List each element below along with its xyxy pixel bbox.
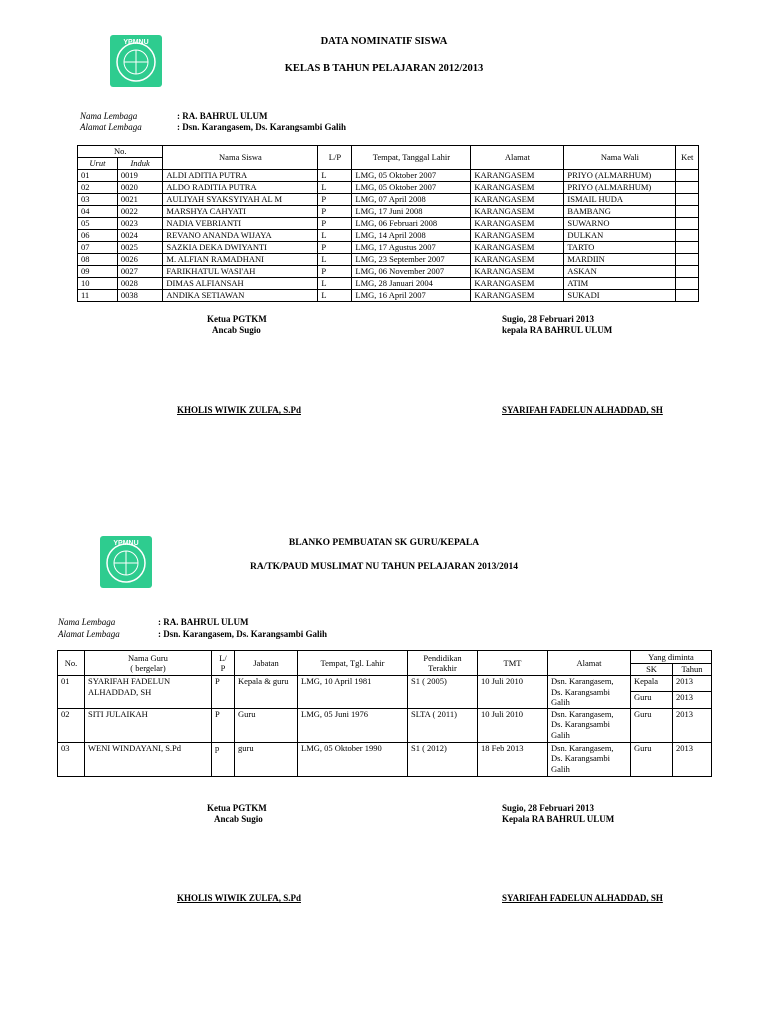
address-label: Alamat Lembaga bbox=[58, 629, 120, 639]
header-alamat: Alamat bbox=[548, 651, 631, 676]
cell-urut: 06 bbox=[78, 230, 118, 242]
header-nama: Nama Siswa bbox=[163, 146, 318, 170]
header-ket: Ket bbox=[676, 146, 699, 170]
header-pendidikan: Pendidikan Terakhir bbox=[408, 651, 478, 676]
cell-lp: L bbox=[318, 170, 352, 182]
table-row bbox=[78, 254, 699, 266]
header-lp: L/ P bbox=[212, 651, 235, 676]
cell-ttl: LMG, 05 Oktober 2007 bbox=[352, 182, 471, 194]
cell-wali: ISMAIL HUDA bbox=[564, 194, 676, 206]
cell-tmt: 10 Juli 2010 bbox=[478, 708, 548, 742]
cell-jabatan: Guru bbox=[235, 708, 298, 742]
cell-tahun: 2013 bbox=[673, 691, 712, 708]
cell-lp: P bbox=[318, 266, 352, 278]
cell-urut: 08 bbox=[78, 254, 118, 266]
logo-text: YPMNU bbox=[113, 540, 139, 547]
cell-alamat: Dsn. Karangasem, Ds. Karangsambi Galih bbox=[548, 742, 631, 776]
cell-urut: 02 bbox=[78, 182, 118, 194]
cell-sk: Guru bbox=[631, 691, 673, 708]
cell-lp: P bbox=[318, 194, 352, 206]
table-row bbox=[58, 742, 712, 776]
cell-tahun: 2013 bbox=[673, 742, 712, 776]
cell-jabatan: guru bbox=[235, 742, 298, 776]
institution-label: Nama Lembaga bbox=[80, 111, 138, 121]
cell-nama: M. ALFIAN RAMADHANI bbox=[163, 254, 318, 266]
cell-tahun: 2013 bbox=[673, 676, 712, 692]
cell-ttl: LMG, 16 April 2007 bbox=[352, 290, 471, 302]
cell-ttl: LMG, 17 Agustus 2007 bbox=[352, 242, 471, 254]
table-row bbox=[78, 278, 699, 290]
cell-sk: Guru bbox=[631, 708, 673, 742]
cell-induk: 0025 bbox=[117, 242, 163, 254]
header-no: No. bbox=[58, 651, 85, 676]
sig1-right-date: Sugio, 28 Februari 2013 bbox=[502, 314, 595, 324]
cell-pendidikan: S1 ( 2012) bbox=[408, 742, 478, 776]
header-no: No. bbox=[78, 146, 163, 158]
cell-ttl: LMG, 14 April 2008 bbox=[352, 230, 471, 242]
cell-urut: 05 bbox=[78, 218, 118, 230]
cell-nama: AULIYAH SYAKSYIYAH AL M bbox=[163, 194, 318, 206]
cell-nama: DIMAS ALFIANSAH bbox=[163, 278, 318, 290]
cell-sk: Guru bbox=[631, 742, 673, 776]
cell-alamat: Dsn. Karangasem, Ds. Karangsambi Galih bbox=[548, 708, 631, 742]
cell-alamat: KARANGASEM bbox=[471, 206, 564, 218]
cell-wali: SUKADI bbox=[564, 290, 676, 302]
cell-ttl: LMG, 05 Oktober 1990 bbox=[298, 742, 408, 776]
cell-wali: MARDIIN bbox=[564, 254, 676, 266]
header-urut: Urut bbox=[78, 158, 118, 170]
header-tmt: TMT bbox=[478, 651, 548, 676]
table-row bbox=[78, 206, 699, 218]
table-row bbox=[58, 708, 712, 742]
document-title: BLANKO PEMBUATAN SK GURU/KEPALA bbox=[288, 538, 480, 548]
cell-alamat: KARANGASEM bbox=[471, 290, 564, 302]
cell-induk: 0023 bbox=[117, 218, 163, 230]
cell-wali: TARTO bbox=[564, 242, 676, 254]
cell-wali: PRIYO (ALMARHUM) bbox=[564, 170, 676, 182]
table-row bbox=[78, 194, 699, 206]
table-row bbox=[78, 218, 699, 230]
cell-ttl: LMG, 06 Februari 2008 bbox=[352, 218, 471, 230]
cell-induk: 0024 bbox=[117, 230, 163, 242]
cell-induk: 0026 bbox=[117, 254, 163, 266]
cell-pendidikan: SLTA ( 2011) bbox=[408, 708, 478, 742]
document-subtitle: RA/TK/PAUD MUSLIMAT NU TAHUN PELAJARAN 2013/2014 bbox=[249, 562, 519, 572]
cell-alamat: KARANGASEM bbox=[471, 254, 564, 266]
cell-ket bbox=[676, 278, 699, 290]
cell-tmt: 18 Feb 2013 bbox=[478, 742, 548, 776]
cell-nama: ALDO RADITIA PUTRA bbox=[163, 182, 318, 194]
cell-wali: BAMBANG bbox=[564, 206, 676, 218]
sig2-right-role: Kepala RA BAHRUL ULUM bbox=[502, 814, 615, 824]
institution-value: : RA. BAHRUL ULUM bbox=[177, 111, 268, 121]
cell-induk: 0027 bbox=[117, 266, 163, 278]
cell-urut: 01 bbox=[78, 170, 118, 182]
cell-pendidikan: S1 ( 2005) bbox=[408, 676, 478, 709]
cell-ttl: LMG, 06 November 2007 bbox=[352, 266, 471, 278]
cell-ket bbox=[676, 230, 699, 242]
institution-value: : RA. BAHRUL ULUM bbox=[158, 617, 249, 627]
header-ttl: Tempat, Tanggal Lahir bbox=[352, 146, 471, 170]
cell-no: 01 bbox=[58, 676, 85, 709]
sig1-right-name: SYARIFAH FADELUN ALHADDAD, SH bbox=[502, 405, 663, 415]
cell-ket bbox=[676, 194, 699, 206]
cell-tmt: 10 Juli 2010 bbox=[478, 676, 548, 709]
table-row bbox=[78, 170, 699, 182]
cell-urut: 04 bbox=[78, 206, 118, 218]
cell-nama: MARSHYA CAHYATI bbox=[163, 206, 318, 218]
cell-ket bbox=[676, 290, 699, 302]
cell-alamat: KARANGASEM bbox=[471, 170, 564, 182]
cell-no: 02 bbox=[58, 708, 85, 742]
cell-ttl: LMG, 05 Oktober 2007 bbox=[352, 170, 471, 182]
cell-urut: 11 bbox=[78, 290, 118, 302]
cell-wali: ATIM bbox=[564, 278, 676, 290]
document-subtitle: KELAS B TAHUN PELAJARAN 2012/2013 bbox=[284, 63, 484, 74]
cell-nama: ALDI ADITIA PUTRA bbox=[163, 170, 318, 182]
document-title: DATA NOMINATIF SISWA bbox=[320, 36, 448, 47]
table-row bbox=[78, 290, 699, 302]
header-induk: Induk bbox=[117, 158, 163, 170]
cell-tahun: 2013 bbox=[673, 708, 712, 742]
table-row bbox=[78, 182, 699, 194]
cell-alamat: KARANGASEM bbox=[471, 218, 564, 230]
sig2-right-name: SYARIFAH FADELUN ALHADDAD, SH bbox=[502, 893, 663, 903]
cell-jabatan: Kepala & guru bbox=[235, 676, 298, 709]
cell-wali: DULKAN bbox=[564, 230, 676, 242]
cell-nama: NADIA VEBRIANTI bbox=[163, 218, 318, 230]
address-value: : Dsn. Karangasem, Ds. Karangsambi Galih bbox=[158, 629, 328, 639]
cell-induk: 0022 bbox=[117, 206, 163, 218]
table-row bbox=[78, 266, 699, 278]
header-sk: SK bbox=[631, 663, 673, 676]
teacher-table bbox=[57, 650, 712, 777]
cell-nama: FARIKHATUL WASI'AH bbox=[163, 266, 318, 278]
cell-alamat: KARANGASEM bbox=[471, 194, 564, 206]
cell-alamat: KARANGASEM bbox=[471, 278, 564, 290]
cell-lp: L bbox=[318, 290, 352, 302]
cell-alamat: KARANGASEM bbox=[471, 266, 564, 278]
cell-sk: Kepala bbox=[631, 676, 673, 692]
cell-wali: PRIYO (ALMARHUM) bbox=[564, 182, 676, 194]
cell-urut: 07 bbox=[78, 242, 118, 254]
cell-ttl: LMG, 23 September 2007 bbox=[352, 254, 471, 266]
student-table bbox=[77, 145, 699, 302]
sig2-right-date: Sugio, 28 Februari 2013 bbox=[502, 803, 595, 813]
cell-nama: WENI WINDAYANI, S.Pd bbox=[85, 742, 212, 776]
cell-alamat: KARANGASEM bbox=[471, 182, 564, 194]
cell-ttl: LMG, 28 Januari 2004 bbox=[352, 278, 471, 290]
sig1-left-name: KHOLIS WIWIK ZULFA, S.Pd bbox=[177, 405, 301, 415]
cell-nama: REVANO ANANDA WIJAYA bbox=[163, 230, 318, 242]
cell-urut: 10 bbox=[78, 278, 118, 290]
sig1-left-place: Ancab Sugio bbox=[212, 325, 261, 335]
cell-lp: L bbox=[318, 254, 352, 266]
cell-lp: P bbox=[212, 676, 235, 709]
cell-lp: L bbox=[318, 182, 352, 194]
cell-ttl: LMG, 05 Juni 1976 bbox=[298, 708, 408, 742]
header-jabatan: Jabatan bbox=[235, 651, 298, 676]
header-tahun: Tahun bbox=[673, 663, 712, 676]
cell-wali: ASKAN bbox=[564, 266, 676, 278]
cell-lp: P bbox=[318, 206, 352, 218]
cell-lp: P bbox=[318, 218, 352, 230]
cell-ket bbox=[676, 182, 699, 194]
cell-ket bbox=[676, 218, 699, 230]
header-wali: Nama Wali bbox=[564, 146, 676, 170]
header-diminta: Yang diminta bbox=[631, 651, 712, 664]
header-ttl: Tempat, Tgl. Lahir bbox=[298, 651, 408, 676]
cell-ket bbox=[676, 254, 699, 266]
cell-induk: 0020 bbox=[117, 182, 163, 194]
logo-text: YPMNU bbox=[123, 39, 149, 46]
cell-wali: SUWARNO bbox=[564, 218, 676, 230]
cell-ttl: LMG, 07 April 2008 bbox=[352, 194, 471, 206]
sig1-right-role: kepala RA BAHRUL ULUM bbox=[502, 325, 613, 335]
cell-lp: L bbox=[318, 278, 352, 290]
cell-alamat: Dsn. Karangasem, Ds. Karangsambi Galih bbox=[548, 676, 631, 709]
address-label: Alamat Lembaga bbox=[80, 122, 142, 132]
cell-alamat: KARANGASEM bbox=[471, 242, 564, 254]
cell-lp: L bbox=[318, 230, 352, 242]
cell-nama: SYARIFAH FADELUN ALHADDAD, SH bbox=[85, 676, 212, 709]
cell-alamat: KARANGASEM bbox=[471, 230, 564, 242]
sig2-left-role: Ketua PGTKM bbox=[207, 803, 267, 813]
cell-no: 03 bbox=[58, 742, 85, 776]
cell-ket bbox=[676, 266, 699, 278]
institution-label: Nama Lembaga bbox=[58, 617, 116, 627]
sig2-left-place: Ancab Sugio bbox=[214, 814, 263, 824]
cell-ttl: LMG, 17 Juni 2008 bbox=[352, 206, 471, 218]
cell-lp: P bbox=[212, 708, 235, 742]
cell-nama: SITI JULAIKAH bbox=[85, 708, 212, 742]
cell-urut: 03 bbox=[78, 194, 118, 206]
table-row bbox=[78, 230, 699, 242]
cell-urut: 09 bbox=[78, 266, 118, 278]
cell-ttl: LMG, 10 April 1981 bbox=[298, 676, 408, 709]
table-row bbox=[58, 676, 712, 692]
cell-nama: SAZKIA DEKA DWIYANTI bbox=[163, 242, 318, 254]
address-value: : Dsn. Karangasem, Ds. Karangsambi Galih bbox=[177, 122, 347, 132]
cell-induk: 0038 bbox=[117, 290, 163, 302]
sig2-left-name: KHOLIS WIWIK ZULFA, S.Pd bbox=[177, 893, 301, 903]
cell-induk: 0028 bbox=[117, 278, 163, 290]
cell-induk: 0019 bbox=[117, 170, 163, 182]
cell-lp: P bbox=[318, 242, 352, 254]
cell-ket bbox=[676, 206, 699, 218]
table-row bbox=[78, 242, 699, 254]
header-nama: Nama Guru ( bergelar) bbox=[85, 651, 212, 676]
cell-ket bbox=[676, 242, 699, 254]
cell-lp: p bbox=[212, 742, 235, 776]
sig1-left-role: Ketua PGTKM bbox=[207, 314, 267, 324]
header-lp: L/P bbox=[318, 146, 352, 170]
cell-nama: ANDIKA SETIAWAN bbox=[163, 290, 318, 302]
cell-ket bbox=[676, 170, 699, 182]
cell-induk: 0021 bbox=[117, 194, 163, 206]
header-alamat: Alamat bbox=[471, 146, 564, 170]
